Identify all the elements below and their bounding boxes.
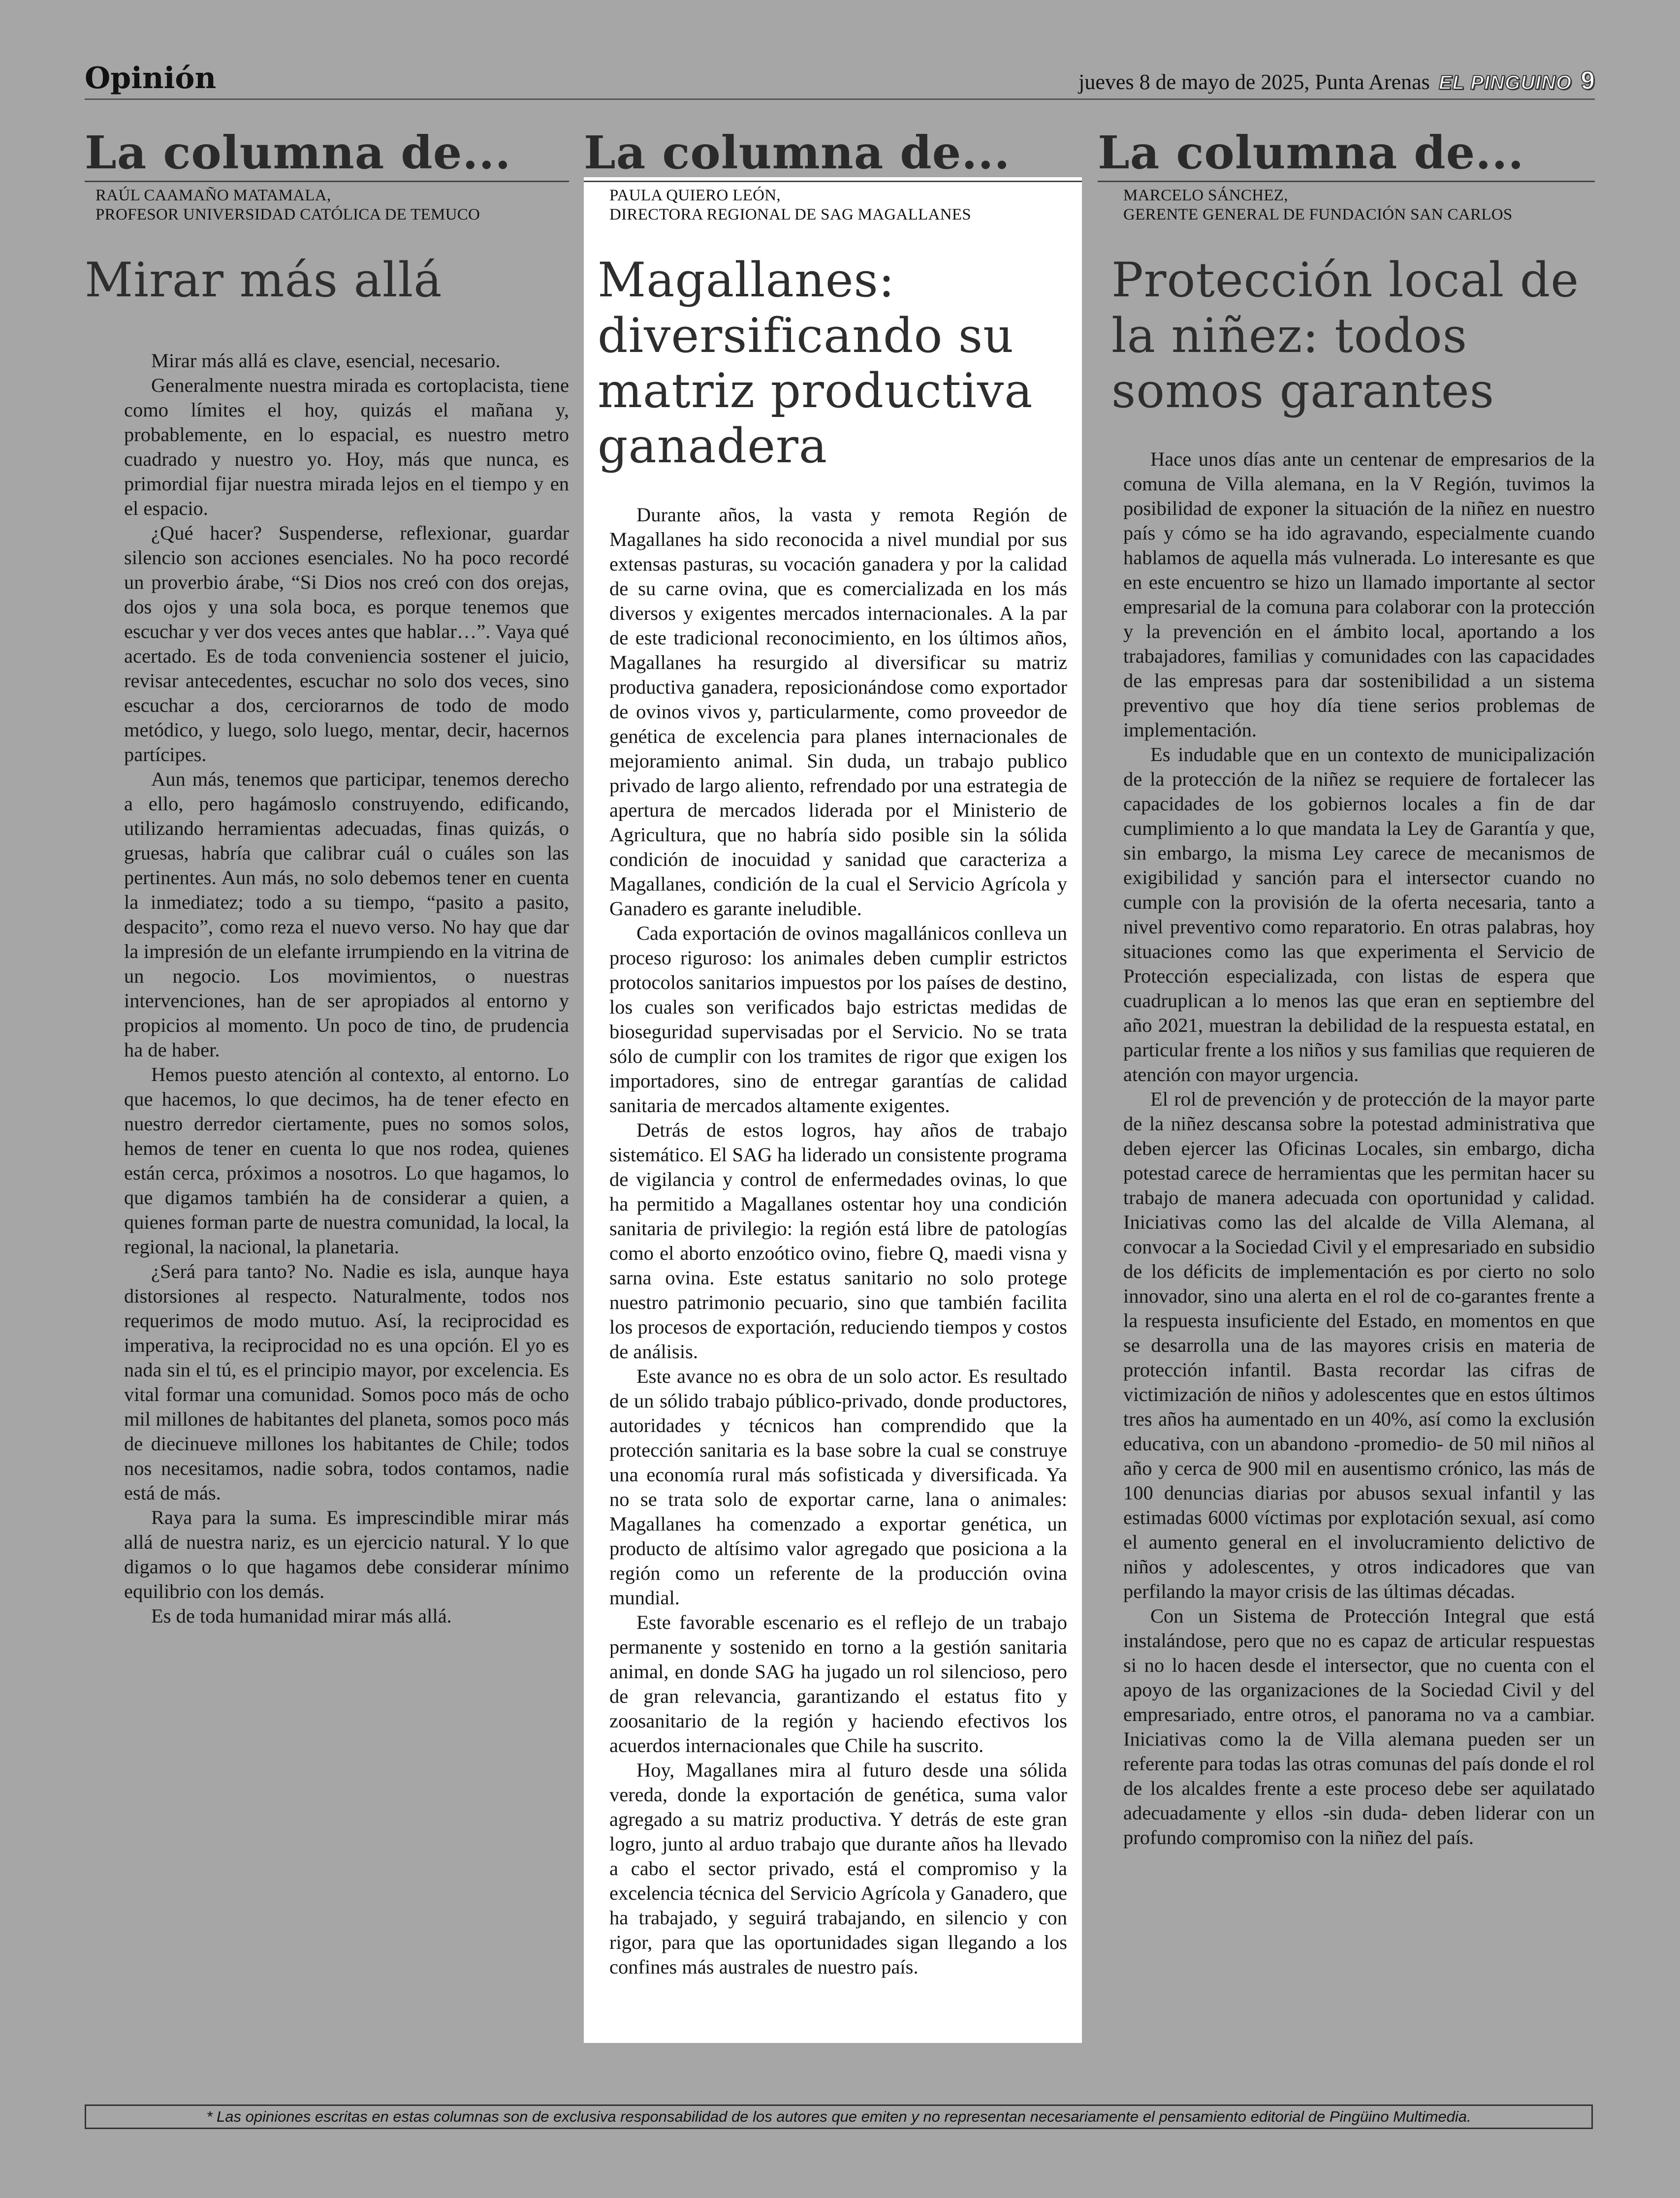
- opinion-column-1: [85, 126, 569, 1628]
- author-role: PROFESOR UNIVERSIDAD CATÓLICA DE TEMUCO: [95, 205, 480, 223]
- article-body: [609, 503, 1067, 1979]
- paragraph: El rol de prevención y de protección de la mayor parte de la niñez descansa sobre la potestad administrativa que deben ejercer las Oficinas Locales, sin embargo, dicha potestad carece de herramientas que les permitan hacer su trabajo de manera adecuada con oportunidad y calidad. Iniciativas como las del alcalde de Villa Alemana, al convocar a la Sociedad Civil y el empresariado en subsidio de los déficits de implementación es por cierto no solo innovador, sino una alerta en el rol de co-garantes frente a la respuesta insuficiente del Estado, en momentos en que se desarrolla una de las mayores crisis en materia de protección infantil. Basta recordar las cifras de victimización de niños y adolescentes que en estos últimos tres años ha aumentado en un 40%, así como la exclusión educativa, con un abandono -promedio- de 50 mil niños al año y cerca de 900 mil en ausentismo crónico, las más de 100 denuncias diarias por abusos sexual infantil y las estimadas 6000 víctimas por explotación sexual, así como el aumento general en el involucramiento delictivo de niños y adolescentes, y otros indicadores que van perfilando la mayor crisis de las últimas décadas.: [1123, 1088, 1595, 1603]
- author-block: [584, 186, 1082, 224]
- paragraph: Durante años, la vasta y remota Región de Magallanes ha sido reconocida a nivel mundial por sus extensas pasturas, su vocación ganadera y por la calidad de su carne ovina, que es comercializada en los más diversos y exigentes mercados internacionales. A la par de este tradicional reconocimiento, en los últimos años, Magallanes ha resurgido al diversificar su matriz productiva ganadera, reposicionándose como exportador de ovinos vivos y, particularmente, como proveedor de genética de excelencia para planes internacionales de mejoramiento animal. Sin duda, un trabajo publico privado de largo aliento, refrendado por una estrategia de apertura de mercados liderada por el Ministerio de Agricultura, que no habría sido posible sin la sólida condición de inocuidad y sanidad que caracteriza a Magallanes, condición de la cual el Servicio Agrícola y Ganadero es garante ineludible.: [609, 503, 1067, 920]
- paragraph: ¿Qué hacer? Suspenderse, reflexionar, guardar silencio son acciones esenciales. No ha poco recordé un proverbio árabe, “Si Dios nos creó con dos orejas, dos ojos y una sola boca, es porque tenemos que escuchar y ver dos veces antes que hablar…”. Vaya qué acertado. Es de toda conveniencia sostener el juicio, revisar antecedentes, escuchar no solo dos veces, sino escuchar a dos, cerciorarnos de todo de modo metódico, y luego, solo luego, mentar, decir, hacernos partícipes.: [124, 521, 569, 765]
- column-heading: La columna de...: [1098, 129, 1595, 182]
- author-name: PAULA QUIERO LEÓN,: [609, 186, 781, 204]
- paragraph: Generalmente nuestra mirada es cortoplacista, tiene como límites el hoy, quizás el mañana y, probablemente, en lo espacial, es nuestro metro cuadrado y nuestro yo. Hoy, más que nunca, es primordial fijar nuestra mirada lejos en el tiempo y en el espacio.: [124, 374, 569, 519]
- paragraph: Este favorable escenario es el reflejo de un trabajo permanente y sostenido en torno a la gestión sanitaria animal, en donde SAG ha jugado un rol silencioso, pero de gran relevancia, garantizando el estatus fito y zoosanitario de la región y haciendo efectivos los acuerdos internacionales que Chile ha suscrito.: [609, 1611, 1067, 1756]
- article-title: Protección local de la niñez: todos somos garantes: [1111, 253, 1580, 419]
- article-title: Mirar más allá: [85, 253, 443, 308]
- page-number: 9: [1581, 66, 1595, 95]
- paragraph: Hoy, Magallanes mira al futuro desde una sólida vereda, donde la exportación de genética, suma valor agregado a su matriz productiva. Y detrás de este gran logro, junto al arduo trabajo que durante años ha llevado a cabo el sector privado, está el compromiso y la excelencia técnica del Servicio Agrícola y Ganadero, que ha trabajado, y seguirá trabajando, en silencio y con rigor, para que las oportunidades sigan llegando a los confines más australes de nuestro país.: [609, 1758, 1067, 1978]
- section-label: Opinión: [85, 61, 217, 96]
- author-name: MARCELO SÁNCHEZ,: [1123, 186, 1288, 204]
- author-role: GERENTE GENERAL DE FUNDACIÓN SAN CARLOS: [1123, 205, 1513, 223]
- paragraph: Aun más, tenemos que participar, tenemos derecho a ello, pero hagámoslo construyendo, edificando, utilizando herramientas adecuadas, finas quizás, o gruesas, habría que calibrar cuál o cuáles son las pertinentes. Aun más, no solo debemos tener en cuenta la inmediatez; todo a su tiempo, “pasito a pasito, despacito”, como reza el nuevo verso. No hay que dar la impresión de un elefante irrumpiendo en la vitrina de un negocio. Los movimientos, o nuestras intervenciones, han de ser apropiados al entorno y propicios al momento. Un poco de tino, de prudencia ha de haber.: [124, 767, 569, 1061]
- paragraph: Detrás de estos logros, hay años de trabajo sistemático. El SAG ha liderado un consistente programa de vigilancia y control de enfermedades ovinas, lo que ha permitido a Magallanes ostentar hoy una condición sanitaria de privilegio: la región está libre de patologías como el aborto enzoótico ovino, fiebre Q, maedi visna y sarna ovina. Este estatus sanitario no solo protege nuestro patrimonio pecuario, sino que también facilita los procesos de exportación, reduciendo tiempos y costos de análisis.: [609, 1118, 1067, 1363]
- paragraph: ¿Será para tanto? No. Nadie es isla, aunque haya distorsiones al respecto. Naturalmente, todos nos requerimos de modo mutuo. Así, la reciprocidad es imperativa, la reciprocidad no es una opción. El yo es nada sin el tú, es el principio mayor, por excelencia. Es vital formar una comunidad. Somos poco más de ocho mil millones de habitantes del planeta, somos poco más de diecinueve millones los habitantes de Chile; todos nos necesitamos, nadie sobra, todos contamos, nadie está de más.: [124, 1260, 569, 1504]
- disclaimer-box: * Las opiniones escritas en estas columnas son de exclusiva responsabilidad de los autores que emiten y no representan necesariamente el pensamiento editorial de Pingüino Multimedia.: [85, 2104, 1593, 2129]
- paragraph: Es indudable que en un contexto de municipalización de la protección de la niñez se requiere de fortalecer las capacidades de los gobiernos locales a fin de dar cumplimiento a lo que mandata la Ley de Garantía y que, sin embargo, la misma Ley carece de mecanismos de exigibilidad y sanción para el intersector cuando no cumple con la provisión de la oferta necesaria, tanto a nivel preventivo como reparatorio. En otras palabras, hoy situaciones como las que experimenta el Servicio de Protección especializada, con listas de espera que cuadruplican a lo menos las que eran en septiembre del año 2021, muestran la debilidad de la respuesta estatal, en particular frente a los niños y sus familias que requieren de atención con mayor urgencia.: [1123, 743, 1595, 1086]
- column-heading: La columna de...: [85, 129, 569, 182]
- article-title: Magallanes: diversificando su matriz productiva ganadera: [598, 253, 1033, 474]
- article-body: [124, 349, 569, 1628]
- author-role: DIRECTORA REGIONAL DE SAG MAGALLANES: [609, 205, 971, 223]
- paragraph: Cada exportación de ovinos magallánicos conlleva un proceso riguroso: los animales deben cumplir estrictos protocolos sanitarios impuestos por los países de destino, los cuales son verificados bajo estrictas medidas de bioseguridad supervisadas por el Servicio. No se trata sólo de cumplir con los tramites de rigor que exigen los importadores, sino de entregar garantías de calidad sanitaria de mercados altamente exigentes.: [609, 922, 1067, 1116]
- paragraph: Raya para la suma. Es imprescindible mirar más allá de nuestra nariz, es un ejercicio natural. Y lo que digamos o lo que hagamos debe considerar mínimo equilibrio con los demás.: [124, 1506, 569, 1602]
- author-block: [1098, 186, 1595, 224]
- page-header: [85, 60, 1595, 100]
- paragraph: Este avance no es obra de un solo actor. Es resultado de un sólido trabajo público-privado, donde productores, autoridades y técnicos han comprendido que la protección sanitaria es la base sobre la cual se construye una economía rural más sofisticada y diversificada. Ya no se trata solo de exportar carne, lana o animales: Magallanes ha comenzado a exportar genética, un producto de altísimo valor agregado que posiciona a la región como un referente de la producción ovina mundial.: [609, 1365, 1067, 1609]
- opinion-column-2: [584, 126, 1082, 1979]
- paragraph: Mirar más allá es clave, esencial, necesario.: [151, 349, 501, 372]
- issue-date: jueves 8 de mayo de 2025, Punta Arenas: [1078, 70, 1430, 94]
- paragraph: Hemos puesto atención al contexto, al entorno. Lo que hacemos, lo que decimos, ha de tener efecto en nuestro derredor ciertamente, pues no somos solos, hemos de tener en cuenta lo que nos rodea, quienes están cerca, próximos a nosotros. Lo que hagamos, lo que digamos también ha de considerar a quien, a quienes forman parte de nuestra comunidad, la local, la regional, la nacional, la planetaria.: [124, 1063, 569, 1258]
- opinion-column-3: [1098, 126, 1595, 1850]
- paragraph: Es de toda humanidad mirar más allá.: [151, 1604, 452, 1627]
- newspaper-logo: EL PINGUINO: [1438, 72, 1572, 94]
- article-body: [1123, 447, 1595, 1850]
- header-right: [1078, 66, 1595, 96]
- column-heading: La columna de...: [584, 129, 1082, 182]
- paragraph: Con un Sistema de Protección Integral que está instalándose, pero que no es capaz de articular respuestas si no lo hacen desde el intersector, que no cuenta con el apoyo de las organizaciones de la Sociedad Civil y del empresariado, entre otros, el panorama no va a cambiar. Iniciativas como la de Villa alemana pueden ser un referente para todas las otras comunas del país donde el rol de los alcaldes frente a este proceso debe ser aquilatado adecuadamente y ellos -sin duda- deben liderar con un profundo compromiso con la niñez del país.: [1123, 1605, 1595, 1849]
- paragraph: Hace unos días ante un centenar de empresarios de la comuna de Villa alemana, en la V Región, tuvimos la posibilidad de exponer la situación de la niñez en nuestro país y cómo se ha ido agravando, especialmente cuando hablamos de aquella más vulnerada. Lo interesante es que en este encuentro se hizo un llamado importante al sector empresarial de la comuna para colaborar con la protección y la prevención en el ámbito local, aportando a los trabajadores, familias y comunidades con las capacidades de las empresas para dar sostenibilidad a un sistema preventivo que hoy día tiene serios problemas de implementación.: [1123, 448, 1595, 741]
- author-name: RAÚL CAAMAÑO MATAMALA,: [95, 186, 331, 204]
- author-block: [85, 186, 569, 224]
